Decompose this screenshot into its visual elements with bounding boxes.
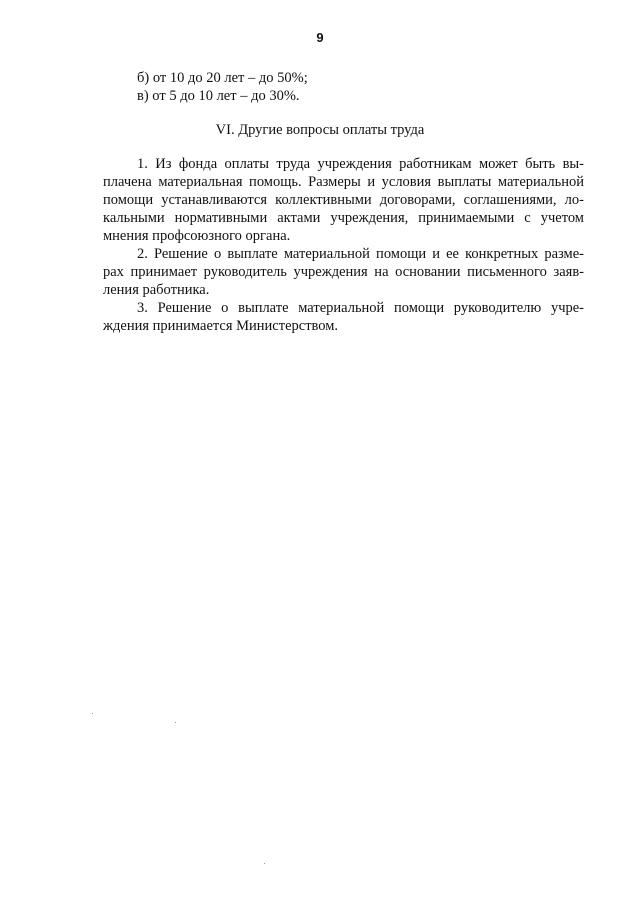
list-item-b: б) от 10 до 20 лет – до 50%; [137,70,308,86]
scan-speck [175,722,176,723]
page-number: 9 [316,30,324,45]
paragraph-line: 1. Из фонда оплаты труда учреждения работникам может быть вы- [137,156,584,172]
scan-speck [92,713,93,714]
paragraph-line: 2. Решение о выплате материальной помощи и ее конкретных разме- [137,246,584,262]
scan-speck [264,863,265,864]
paragraph-line: ления работника. [103,282,210,298]
paragraph-line: помощи устанавливаются коллективными договорами, соглашениями, ло- [103,192,584,208]
paragraph-line: 3. Решение о выплате материальной помощи руководителю учре- [137,300,584,316]
paragraph-line: мнения профсоюзного органа. [103,228,291,244]
paragraph-line: рах принимает руководитель учреждения на основании письменного заяв- [103,264,584,280]
paragraph-line: плачена материальная помощь. Размеры и условия выплаты материальной [103,174,584,190]
paragraph-line: кальными нормативными актами учреждения, принимаемыми с учетом [103,210,584,226]
list-item-v: в) от 5 до 10 лет – до 30%. [137,88,300,104]
paragraph-line: ждения принимается Министерством. [103,318,339,334]
section-heading: VI. Другие вопросы оплаты труда [215,122,425,138]
